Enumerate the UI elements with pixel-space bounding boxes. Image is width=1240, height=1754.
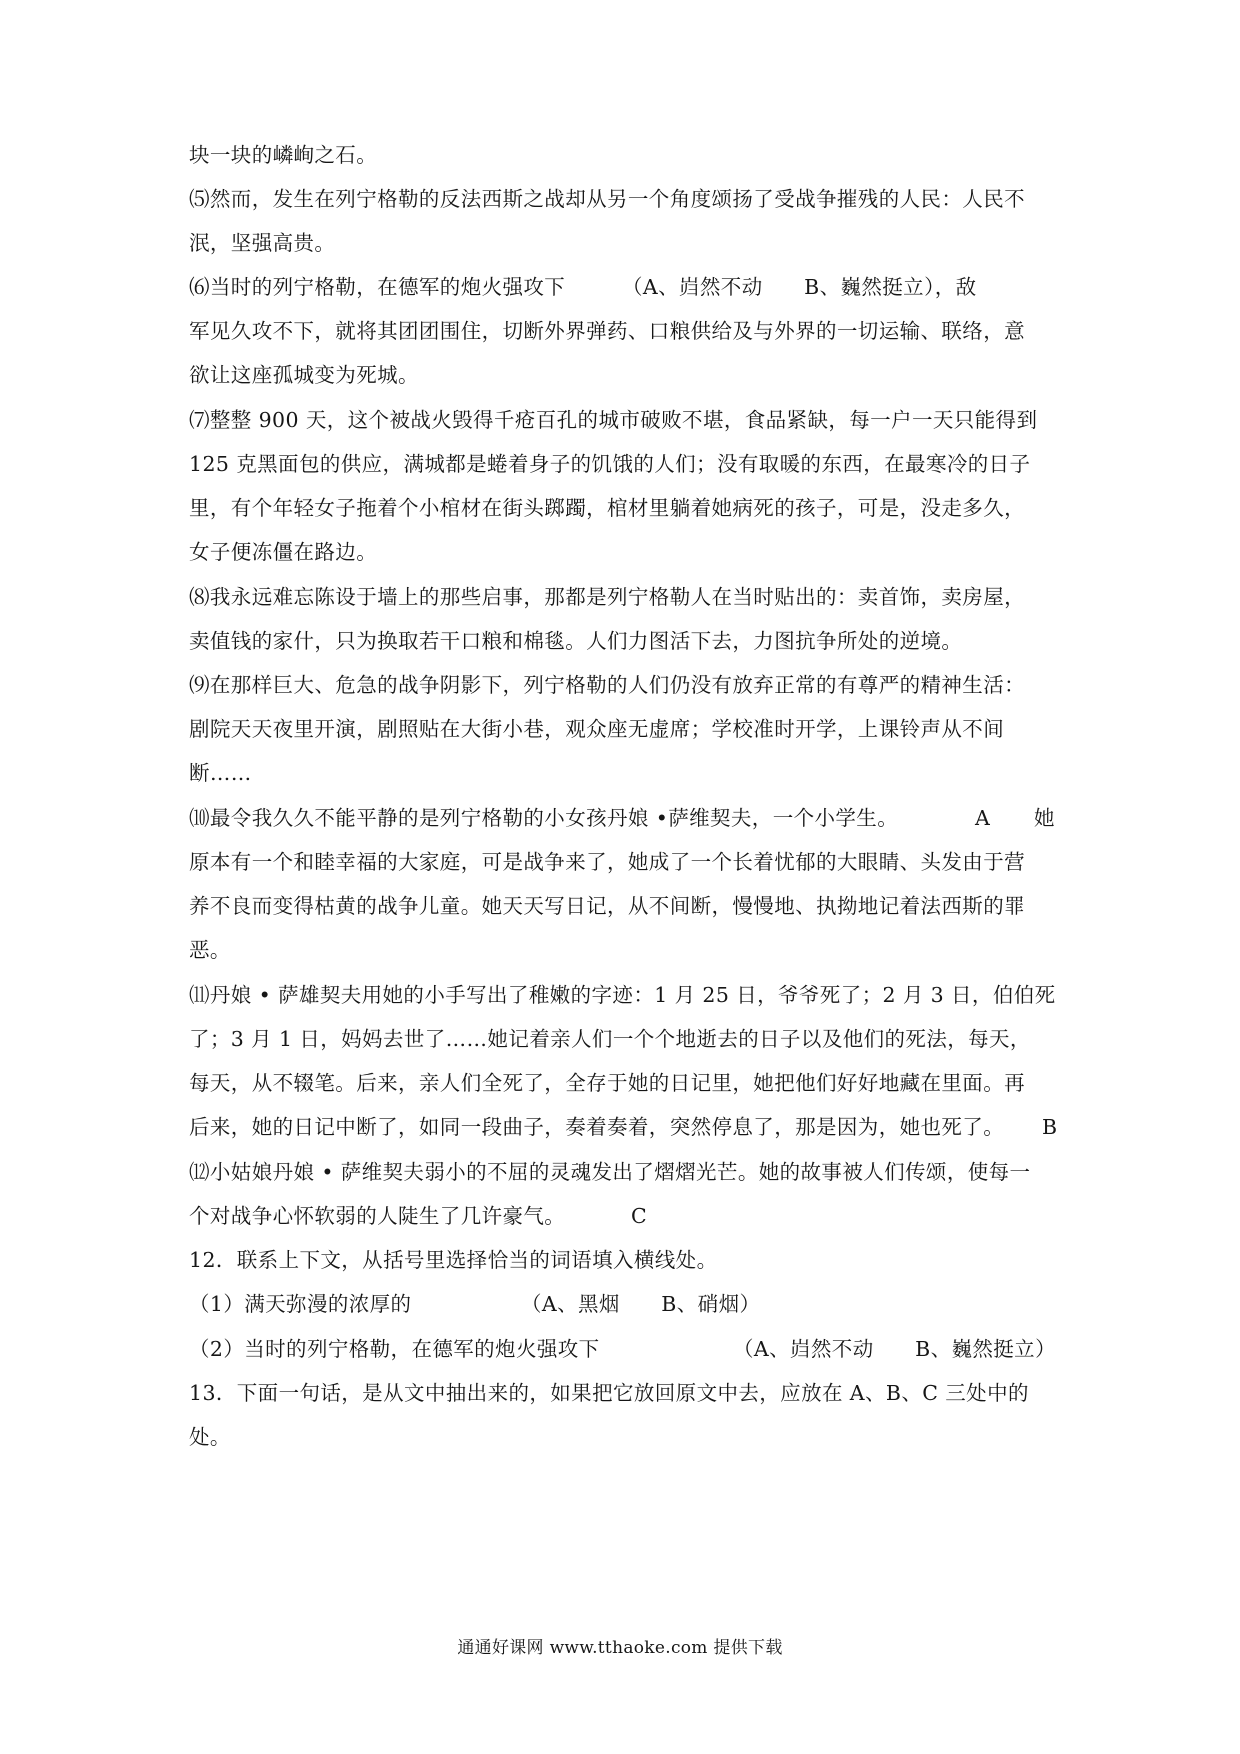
- text-line: [189, 935, 1059, 965]
- paragraph-6-line: 欲让这座孤城变为死城。: [189, 363, 419, 387]
- paragraph-10-line: 恶。: [189, 938, 231, 962]
- paragraph-12-line: 个对战争心怀软弱的人陡生了几许豪气。: [189, 1204, 566, 1228]
- paragraph-10-line: 养不良而变得枯黄的战争儿童。她天天写日记，从不间断，慢慢地、执拗地记着法西斯的罪: [189, 894, 1025, 918]
- insertion-marker-b: B: [1042, 1115, 1058, 1139]
- text-line: [189, 360, 1059, 390]
- paragraph-7-line: 里，有个年轻女子拖着个小棺材在街头踯躅，棺材里躺着她病死的孩子，可是，没走多久，: [189, 496, 1025, 520]
- text-line: [189, 228, 1059, 258]
- paragraph-7-line: 125 克黑面包的供应，满城都是蜷着身子的饥饿的人们；没有取暖的东西，在最寒冷的日子: [189, 452, 1031, 476]
- text-line: [189, 891, 1059, 921]
- question-13-prompt-end: 处。: [189, 1425, 231, 1449]
- text-line: [189, 1024, 1059, 1054]
- paragraph-11-line: ⑾丹娘 • 萨雄契夫用她的小手写出了稚嫩的字迹：1 月 25 日，爷爷死了；2 月 3 日，伯伯死: [189, 983, 1056, 1007]
- paragraph-11-line: 每天，从不辍笔。后来，亲人们全死了，全存于她的日记里，她把他们好好地藏在里面。再: [189, 1071, 1025, 1095]
- text-line: [189, 1157, 1059, 1187]
- text-line: [189, 847, 1059, 877]
- paragraph-6-line: ⑹当时的列宁格勒，在德军的炮火强攻下: [189, 275, 566, 299]
- page-footer: 通通好课网 www.tthaoke.com 提供下载: [457, 1638, 783, 1658]
- paragraph-5-line: ⑸然而，发生在列宁格勒的反法西斯之战却从另一个角度颂扬了受战争摧残的人民：人民不: [189, 187, 1025, 211]
- paragraph-11-line: 了；3 月 1 日，妈妈去世了……她记着亲人们一个个地逝去的日子以及他们的死法，每天，: [189, 1027, 1031, 1051]
- question-13-prompt: 13．下面一句话，是从文中抽出来的，如果把它放回原文中去，应放在 A、B、C 三处中的: [189, 1381, 1029, 1405]
- text-line: [189, 758, 1059, 788]
- insertion-marker-c: C: [631, 1204, 648, 1228]
- text-line: [189, 980, 1059, 1010]
- text-line: [189, 1422, 1059, 1452]
- paragraph-12-line: ⑿小姑娘丹娘 • 萨维契夫弱小的不屈的灵魂发出了熠熠光芒。她的故事被人们传颂，使每一: [189, 1160, 1031, 1184]
- question-12-item-1: （1）满天弥漫的浓厚的: [189, 1292, 412, 1316]
- paragraph-9-line: ⑼在那样巨大、危急的战争阴影下，列宁格勒的人们仍没有放弃正常的有尊严的精神生活：: [189, 673, 1025, 697]
- text-line: [189, 582, 1059, 612]
- word-choice-options: （A、岿然不动 B、巍然挺立）: [733, 1337, 1056, 1361]
- word-choice-options: （A、岿然不动 B、巍然挺立），敌: [622, 275, 977, 299]
- question-12-item-2: （2）当时的列宁格勒，在德军的炮火强攻下: [189, 1337, 600, 1361]
- text-line: [189, 803, 1059, 833]
- text-line: [189, 1068, 1059, 1098]
- paragraph-4-end: 块一块的嶙峋之石。: [189, 143, 378, 167]
- text-line: [189, 493, 1059, 523]
- paragraph-9-line: 剧院天天夜里开演，剧照贴在大街小巷，观众座无虚席；学校准时开学，上课铃声从不间: [189, 717, 1005, 741]
- insertion-marker-a: A: [975, 806, 991, 830]
- text-line: [189, 272, 1059, 302]
- text-line: [189, 1334, 1059, 1364]
- paragraph-7-line: ⑺整整 900 天，这个被战火毁得千疮百孔的城市破败不堪，食品紧缺，每一户一天只能得到: [189, 408, 1038, 432]
- text-line: [189, 184, 1059, 214]
- paragraph-10-line: 原本有一个和睦幸福的大家庭，可是战争来了，她成了一个长着忧郁的大眼睛、头发由于营: [189, 850, 1025, 874]
- paragraph-5-line: 泯，坚强高贵。: [189, 231, 336, 255]
- paragraph-10-line: ⑽最令我久久不能平静的是列宁格勒的小女孩丹娘 •萨维契夫，一个小学生。: [189, 806, 899, 830]
- text-line: [189, 714, 1059, 744]
- text-line: [189, 1201, 1059, 1231]
- text-line: [189, 1245, 1059, 1275]
- word-choice-options: （A、黑烟 B、硝烟）: [521, 1292, 761, 1316]
- paragraph-9-line: 断……: [189, 761, 252, 785]
- paragraph-8-line: 卖值钱的家什，只为换取若干口粮和棉毯。人们力图活下去，力图抗争所处的逆境。: [189, 629, 963, 653]
- paragraph-8-line: ⑻我永远难忘陈设于墙上的那些启事，那都是列宁格勒人在当时贴出的：卖首饰，卖房屋，: [189, 585, 1025, 609]
- text-line: [189, 405, 1059, 435]
- paragraph-11-line: 后来，她的日记中断了，如同一段曲子，奏着奏着，突然停息了，那是因为，她也死了。: [189, 1115, 1005, 1139]
- text-line: [189, 537, 1059, 567]
- question-12-prompt: 12．联系上下文，从括号里选择恰当的词语填入横线处。: [189, 1248, 718, 1272]
- text-line: [189, 670, 1059, 700]
- text-line: [189, 316, 1059, 346]
- paragraph-6-line: 军见久攻不下，就将其团团围住，切断外界弹药、口粮供给及与外界的一切运输、联络，意: [189, 319, 1025, 343]
- text-line: [189, 1112, 1059, 1142]
- text-line: [189, 449, 1059, 479]
- text-line: [189, 140, 1059, 170]
- paragraph-10-line-end: 她: [1034, 806, 1055, 830]
- paragraph-7-line: 女子便冻僵在路边。: [189, 540, 378, 564]
- text-line: [189, 1289, 1059, 1319]
- text-line: [189, 1378, 1059, 1408]
- text-line: [189, 626, 1059, 656]
